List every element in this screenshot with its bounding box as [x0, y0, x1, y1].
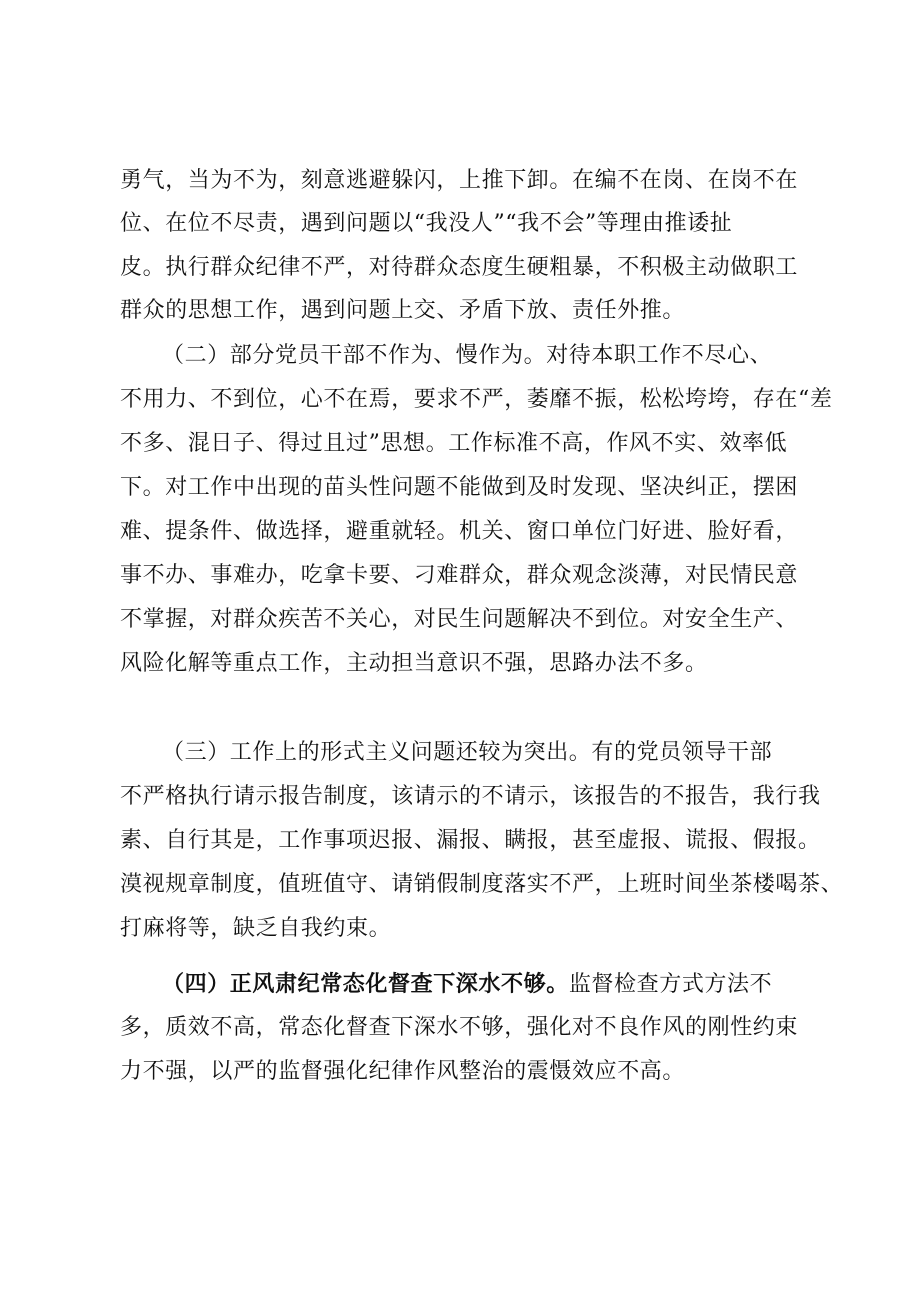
paragraph-2-line-1: （二）部分党员干部不作为、慢作为。对待本职工作不尽心、 — [162, 343, 773, 368]
paragraph-1-line-3: 皮。执行群众纪律不严，对待群众态度生硬粗暴，不积极主动做职工 — [120, 255, 799, 280]
paragraph-2-line-2: 不用力、不到位，心不在焉，要求不严，萎靡不振，松松垮垮，存在“差 — [120, 387, 833, 412]
paragraph-1-line-2: 位、在位不尽责，遇到问题以“我没人”“我不会”等理由推诿扯 — [120, 211, 733, 236]
paragraph-3-line-5: 打麻将等，缺乏自我约束。 — [120, 916, 392, 941]
paragraph-4-line-1 — [162, 969, 772, 1000]
paragraph-2-line-3: 不多、混日子、得过且过”思想。工作标准不高，作风不实、效率低 — [120, 431, 788, 456]
paragraph-2-line-8: 风险化解等重点工作，主动担当意识不强，思路办法不多。 — [120, 651, 708, 676]
paragraph-4-line-3: 力不强，以严的监督强化纪律作风整治的震慑效应不高。 — [120, 1059, 686, 1084]
paragraph-2-line-7: 不掌握，对群众疾苦不关心，对民生问题解决不到位。对安全生产、 — [120, 607, 799, 632]
paragraph-3-line-2: 不严格执行请示报告制度，该请示的不请示，该报告的不报告，我行我 — [120, 784, 821, 809]
paragraph-3-line-3: 素、自行其是，工作事项迟报、漏报、瞒报，甚至虚报、谎报、假报。 — [120, 828, 821, 853]
paragraph-1-line-1: 勇气，当为不为，刻意逃避躲闪，上推下卸。在编不在岗、在岗不在 — [120, 168, 799, 193]
paragraph-2-line-6: 事不办、事难办，吃拿卡要、刁难群众，群众观念淡薄，对民情民意 — [120, 563, 799, 588]
paragraph-2-line-5: 难、提条件、做选择，避重就轻。机关、窗口单位门好进、脸好看， — [120, 519, 799, 544]
paragraph-4-heading: （四）正风肃纪常态化督查下深水不够。 — [162, 971, 569, 997]
paragraph-3-line-1: （三）工作上的形式主义问题还较为突出。有的党员领导干部 — [162, 740, 773, 765]
paragraph-4-first-line-rest: 监督检查方式方法不 — [568, 972, 773, 997]
paragraph-3-line-4: 漠视规章制度，值班值守、请销假制度落实不严，上班时间坐茶楼喝茶、 — [120, 872, 844, 897]
paragraph-4-line-2: 多，质效不高，常态化督查下深水不够，强化对不良作风的刚性约束 — [120, 1015, 799, 1040]
paragraph-1-line-4: 群众的思想工作，遇到问题上交、矛盾下放、责任外推。 — [120, 298, 686, 323]
paragraph-2-line-4: 下。对工作中出现的苗头性问题不能做到及时发现、坚决纠正，摆困 — [120, 475, 799, 500]
